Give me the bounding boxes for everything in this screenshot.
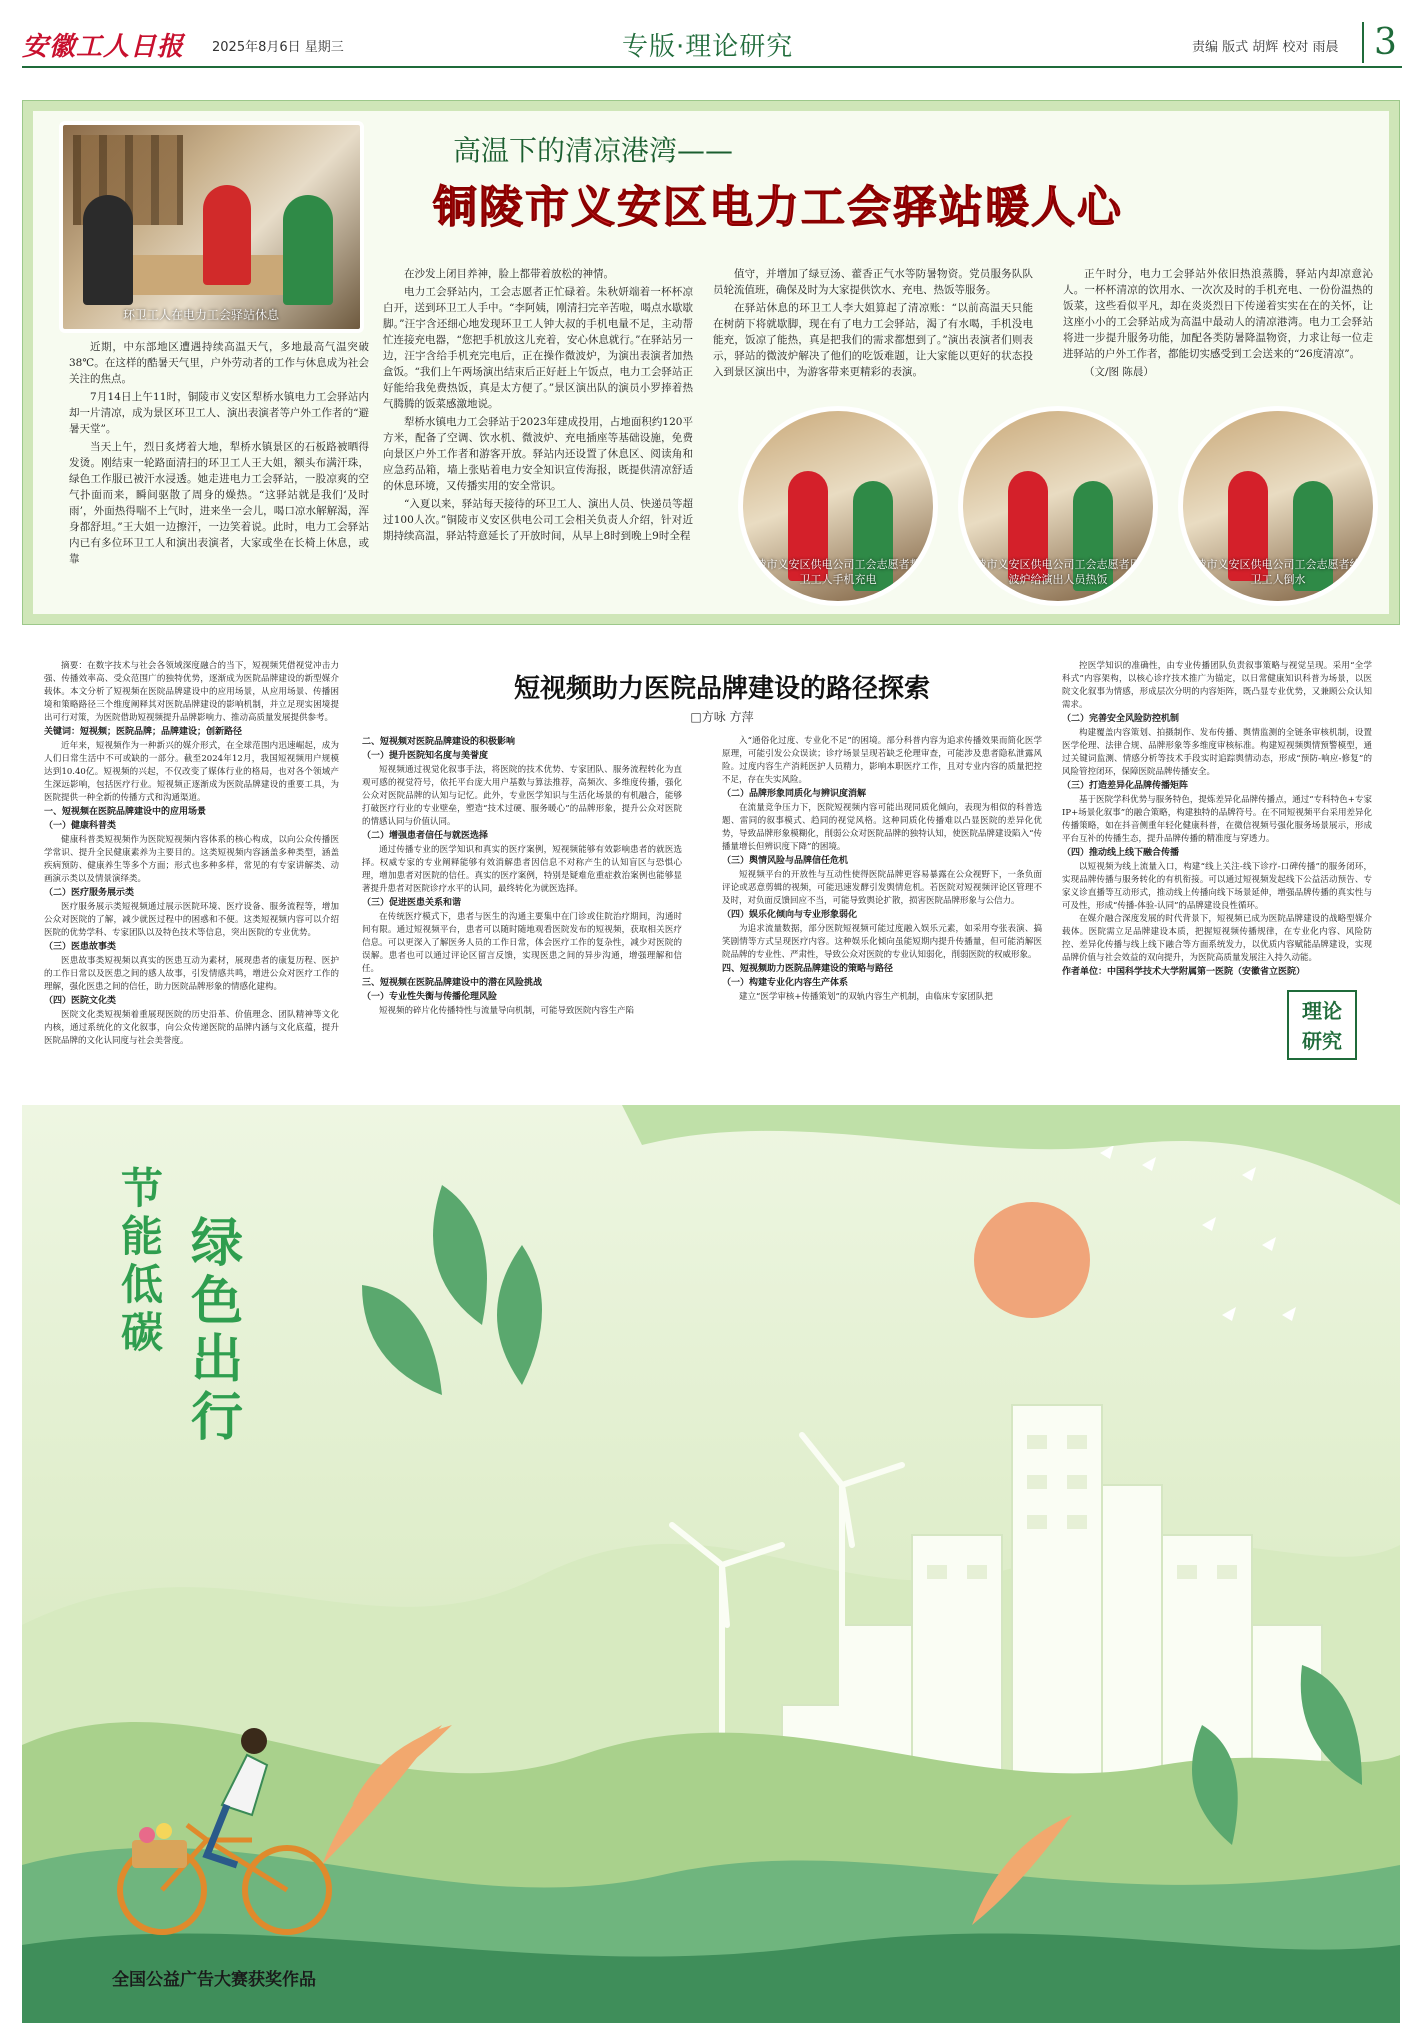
article-column-3 xyxy=(722,735,1042,1004)
main-photo-caption: 环卫工人在电力工会驿站休息 xyxy=(123,308,280,322)
paragraph: 在沙发上闭目养神，脸上都带着放松的神情。 xyxy=(404,268,614,280)
feature-inner xyxy=(33,111,1389,614)
paragraph: 犁桥水镇电力工会驿站于2023年建成投用，占地面积约120平方米，配备了空调、饮水机、微波炉、充电插座等基础设施，免费向景区户外工作者和游客开放。驿站内还设置了休息区、阅读角和应急药品箱，墙上张贴着电力安全知识宣传海报，既提供清凉舒适的休息环境，又传播实用的安全常识。 xyxy=(383,416,693,492)
photo-person xyxy=(203,185,251,285)
photo-person xyxy=(83,195,133,305)
paragraph: 建立“医学审核+传播策划”的双轨内容生产机制，由临床专家团队把 xyxy=(739,992,993,1002)
paragraph: 当天上午，烈日炙烤着大地，犁桥水镇景区的石板路被晒得发烫。刚结束一轮路面清扫的环卫工人王大姐，额头布满汗珠，绿色工作服已被汗水浸透。她走进电力工会驿站，一股凉爽的空气扑面而来，瞬间驱散了周身的燥热。“这驿站就是我们‘及时雨’，外面热得喘不上气时，进来坐一会儿，喝口凉水解解渴，浑身都舒坦。”王大姐一边擦汗，一边笑着说。此时，电力工会驿站内已有多位环卫工人和演出表演者，大家或坐在长椅上休息，或靠 xyxy=(69,441,369,565)
photo-caption-2: 铜陵市义安区供电公司工会志愿者用微波炉给演出人员热饭 xyxy=(964,558,1152,586)
paragraph: 在流量竞争压力下，医院短视频内容可能出现同质化倾向，表现为相似的科普选题、雷同的叙事模式、趋同的视觉风格。这种同质化传播难以凸显医院的差异化优势，导致品牌形象模糊化，削弱公众对医院品牌的独特认知，使医院品牌建设陷入“传播量增长但辨识度下降”的困境。 xyxy=(722,803,1042,852)
paragraph: 摘要：在数字技术与社会各领域深度融合的当下，短视频凭借视觉冲击力强、传播效率高、受众范围广的独特优势，逐渐成为医院品牌建设的新型媒介载体。本文分析了短视频在医院品牌建设中的应用场景，从应用场景、传播困境和策略路径三个维度阐释其对医院品牌建设的影响机制，并立足现实困境提出可行对策，为医院借助短视频提升品牌影响力、推动高质量发展提供参考。 xyxy=(44,661,339,723)
feature-kicker: 高温下的清凉港湾—— xyxy=(453,134,734,167)
paragraph: 在驿站休息的环卫工人李大姐算起了清凉账：“以前高温天只能在树荫下将就歇脚，现在有了电力工会驿站，渴了有水喝，手机没电能充，饭凉了能热，真是把我们的需求都想到了。”演出表演者们则表示，驿站的微波炉解决了他们的吃饭难题，让大家能以更好的状态投入到景区演出中，为游客带来更精彩的表演。 xyxy=(713,302,1033,378)
feature-section xyxy=(22,100,1400,625)
section-heading: （三）促进医患关系和谐 xyxy=(362,898,462,908)
editors-line: 责编 版式 胡辉 校对 雨晨 xyxy=(1192,40,1339,55)
paragraph: “入夏以来，驿站每天接待的环卫工人、演出人员、快递员等超过100人次。”铜陵市义安区供电公司工会相关负责人介绍，针对近期持续高温，驿站特意延长了开放时间，从早上8时到晚上9时全程 xyxy=(383,498,693,542)
poster-caption: 全国公益广告大赛获奖作品 xyxy=(112,1970,316,1990)
paragraph: 医患故事类短视频以真实的医患互动为素材，展现患者的康复历程、医护的工作日常以及医患之间的感人故事，引发情感共鸣，增进公众对医疗工作的理解，强化医患之间的信任，助力医院品牌形象的情感化建构。 xyxy=(44,956,339,992)
article-column-4 xyxy=(1062,660,1372,980)
paragraph: 在传统医疗模式下，患者与医生的沟通主要集中在门诊或住院治疗期间，沟通时间有限。通过短视频平台，患者可以随时随地观看医院发布的短视频，获取相关医疗信息。可以更深入了解医务人员的工作日常，体会医疗工作的复杂性，减少对医院的误解。患者也可以通过评论区留言反馈，实现医患之间的异步沟通，增强理解和信任。 xyxy=(362,912,682,974)
photo-circle-2 xyxy=(958,406,1158,606)
paragraph: 健康科普类短视频作为医院短视频内容体系的核心构成，以向公众传播医学常识、提升全民健康素养为主要目的。这类短视频内容涵盖多种类型，涵盖疾病预防、健康养生等多个方面；形式也多种多样，常见的有专家讲解类、动画演示类以及情景演绎类。 xyxy=(44,835,339,884)
public-service-poster xyxy=(22,1105,1400,2023)
paragraph: 近年来，短视频作为一种新兴的媒介形式，在全球范围内迅速崛起，成为人们日常生活中不可或缺的一部分。截至2024年12月，我国短视频用户规模达到10.40亿。短视频的兴起，不仅改变了媒体行业的格局，也对各个领域产生深远影响，包括医疗行业。短视频正逐渐成为医院品牌建设的重要工具，为医院提供一种全新的传播方式和沟通渠道。 xyxy=(44,741,339,803)
section-heading: （二）增强患者信任与就医选择 xyxy=(362,831,489,841)
paragraph: 医院文化类短视频着重展现医院的历史沿革、价值理念、团队精神等文化内核，通过系统化的文化叙事，向公众传递医院的品牌内涵与文化底蕴，提升医院品牌的文化认同度与社会美誉度。 xyxy=(44,1010,339,1046)
section-heading: 作者单位：中国科学技术大学附属第一医院（安徽省立医院） xyxy=(1062,967,1306,977)
section-heading: （一）构建专业化内容生产体系 xyxy=(722,978,849,988)
paragraph: 短视频平台的开放性与互动性使得医院品牌更容易暴露在公众视野下，一条负面评论或恶意剪辑的视频，可能迅速发酵引发舆情危机。若医院对短视频评论区管理不及时，对负面反馈回应不当，可能导致舆论扩散，损害医院品牌形象与公信力。 xyxy=(722,870,1042,906)
paragraph: 为追求流量数据，部分医院短视频可能过度融入娱乐元素，如采用夸张表演、搞笑剧情等方式呈现医疗内容。这种娱乐化倾向虽能短期内提升传播量，但可能消解医院品牌的专业性、严肃性，导致公众对医院的专业认知弱化，削弱医院的权威形象。 xyxy=(722,924,1042,960)
photo-circle-3 xyxy=(1178,406,1378,606)
article-column-2 xyxy=(362,735,682,1018)
article-title: 短视频助力医院品牌建设的路径探索 xyxy=(513,674,930,704)
photo-caption-3: 铜陵市义安区供电公司工会志愿者给环卫工人倒水 xyxy=(1184,558,1372,586)
section-heading: （四）推动线上线下融合传播 xyxy=(1062,848,1180,858)
paragraph: 在媒介融合深度发展的时代背景下，短视频已成为医院品牌建设的战略型媒介载体。医院需立足品牌建设本质，把握短视频传播规律，在专业化内容、风险防控、差异化传播与线上线下融合等方面系统发力，以优质内容赋能品牌建设，实现品牌价值与社会效益的双向提升，为医院高质量发展注入持久动能。 xyxy=(1062,914,1372,963)
masthead xyxy=(22,22,1402,64)
masthead-rule xyxy=(22,66,1402,68)
page-number: 3 xyxy=(1362,22,1397,63)
sun-icon xyxy=(974,1202,1090,1318)
section-heading: （二）品牌形象同质化与辨识度消解 xyxy=(722,789,867,799)
section-heading: 四、短视频助力医院品牌建设的策略与路径 xyxy=(722,964,894,974)
section-heading: （四）娱乐化倾向与专业形象弱化 xyxy=(722,910,858,920)
paragraph: 构建覆盖内容策划、拍摄制作、发布传播、舆情监测的全链条审核机制，设置医学伦理、法律合规、品牌形象等多维度审核标准。构建短视频舆情预警模型，通过关键词监测、情感分析等技术手段实时追踪舆情动态，形成“预防-响应-修复”的风险管控闭环，保障医院品牌传播安全。 xyxy=(1062,728,1372,777)
section-heading: 三、短视频在医院品牌建设中的潜在风险挑战 xyxy=(362,978,543,988)
paragraph: 入“通俗化过度、专业化不足”的困境。部分科普内容为追求传播效果而简化医学原理，可能引发公众误读；诊疗场景呈现若缺乏伦理审查，可能涉及患者隐私泄露风险。过度内容生产消耗医护人员精力，影响本职医疗工作，且对专业内容的质量把控不足，存在失实风险。 xyxy=(722,736,1042,785)
paragraph: 短视频通过视觉化叙事手法，将医院的技术优势、专家团队、服务流程转化为直观可感的视觉符号，依托平台庞大用户基数与算法推荐，高频次、多维度传播，强化公众对医院品牌的认知与记忆。此外，专业医学知识与生活化场景的有机融合，能够打破医疗行业的专业壁垒，塑造“技术过硬、服务暖心”的品牌形象，提升公众对医院的情感认同与价值认同。 xyxy=(362,765,682,827)
article-section xyxy=(22,640,1400,1090)
section-heading: （一）提升医院知名度与美誉度 xyxy=(362,751,489,761)
stamp-line: 研究 xyxy=(1302,1029,1342,1053)
slogan-energy-saving: 节能低碳 xyxy=(120,1164,163,1357)
paragraph: 以短视频为线上流量入口，构建“线上关注-线下诊疗-口碑传播”的服务闭环，实现品牌传播与服务转化的有机衔接。可以通过短视频发起线下公益活动预告、专家义诊直播等互动形式，推动线上传播向线下场景延伸，增强品牌传播的真实性与可及性，形成“传播-体验-认同”的品牌建设良性循环。 xyxy=(1062,862,1372,911)
feature-column-3 xyxy=(713,266,1033,382)
paragraph: 电力工会驿站内，工会志愿者正忙碌着。朱秋妍端着一杯杯凉白开，送到环卫工人手中。“李阿姨，刚清扫完辛苦啦，喝点水歇歇脚。”汪宇含还细心地发现环卫工人钟大叔的手机电量不足，主动帮忙连接充电器，“您把手机放这儿充着，安心休息就行。”在驿站另一边，汪宇含给手机充完电后，正在操作微波炉，为演出表演者加热盒饭。“我们上午两场演出结束后正好赶上午饭点，电力工会驿站正好能给我免费热饭，真是太方便了。”景区演出队的演员小罗捧着热气腾腾的饭菜感激地说。 xyxy=(383,286,693,410)
feature-column-1 xyxy=(69,339,369,569)
slogan-green-travel: 绿色出行 xyxy=(190,1214,243,1448)
feature-headline: 铜陵市义安区电力工会驿站暖人心 xyxy=(433,182,1123,233)
feature-column-2 xyxy=(383,266,693,546)
section-heading: （一）健康科普类 xyxy=(44,821,117,831)
feature-column-4 xyxy=(1063,266,1373,382)
stamp-line: 理论 xyxy=(1302,999,1342,1023)
issue-date: 2025年8月6日 星期三 xyxy=(212,40,344,55)
section-heading: （四）医院文化类 xyxy=(44,996,117,1006)
article-author: □方咏 方萍 xyxy=(690,710,754,724)
paragraph: 医疗服务展示类短视频通过展示医院环境、医疗设备、服务流程等，增加公众对医院的了解，减少就医过程中的困惑和不便。这类短视频内容可以介绍医院的优势学科、专家团队以及特色技术等信息，突出医院的专业优势。 xyxy=(44,902,339,938)
theory-research-stamp xyxy=(1287,990,1357,1060)
section-heading: （三）打造差异化品牌传播矩阵 xyxy=(1062,781,1189,791)
paragraph: （文/图 陈晨） xyxy=(1084,366,1154,378)
section-heading: （二）完善安全风险防控机制 xyxy=(1062,714,1180,724)
paragraph: 正午时分，电力工会驿站外依旧热浪蒸腾，驿站内却凉意沁人。一杯杯清凉的饮用水、一次次及时的手机充电、一份份温热的饭菜，这些看似平凡，却在炎炎烈日下传递着实实在在的关怀，让这座小小的工会驿站成为高温中最动人的清凉港湾。电力工会驿站将进一步提升服务功能，加配各类防暑降温物资，力求让每一位走进驿站的户外工作者，都能切实感受到工会送来的“26度清凉”。 xyxy=(1063,268,1373,360)
paragraph: 值守，并增加了绿豆汤、藿香正气水等防暑物资。党员服务队队员轮流值班，确保及时为大家提供饮水、充电、热饭等服务。 xyxy=(713,268,1033,296)
section-heading: 关键词：短视频；医院品牌；品牌建设；创新路径 xyxy=(44,727,243,737)
photo-circle-1 xyxy=(738,406,938,606)
paragraph: 7月14日上午11时，铜陵市义安区犁桥水镇电力工会驿站内却一片清凉，成为景区环卫工人、演出表演者等户外工作者的“避暑天堂”。 xyxy=(69,391,369,435)
paragraph: 控医学知识的准确性，由专业传播团队负责叙事策略与视觉呈现。采用“全学科式”内容架构，以核心诊疗技术推广为锚定，以日常健康知识科普为场景，以医院文化叙事为情感，形成层次分明的内容矩阵，既凸显专业优势，又兼顾公众认知需求。 xyxy=(1062,661,1372,710)
paragraph: 短视频的碎片化传播特性与流量导向机制，可能导致医院内容生产陷 xyxy=(379,1006,635,1016)
section-heading: 二、短视频对医院品牌建设的积极影响 xyxy=(362,737,516,747)
section-heading: （一）专业性失衡与传播伦理风险 xyxy=(362,992,498,1002)
photo-person xyxy=(283,195,333,305)
section-heading: （三）医患故事类 xyxy=(44,942,117,952)
newspaper-logo: 安徽工人日报 xyxy=(22,32,185,62)
article-column-1 xyxy=(44,660,339,1048)
section-title: 专版·理论研究 xyxy=(622,32,794,62)
main-photo xyxy=(59,121,364,333)
paragraph: 通过传播专业的医学知识和真实的医疗案例，短视频能够有效影响患者的就医选择。权威专家的专业阐释能够有效消解患者因信息不对称产生的认知盲区与恐惧心理，增加患者对医院的信任。真实的医疗案例，特别是疑难危重症救治案例也能够显著提升患者对医院诊疗水平的认同，最终转化为就医选择。 xyxy=(362,845,682,894)
photo-caption-1: 铜陵市义安区供电公司工会志愿者帮环卫工人手机充电 xyxy=(744,558,932,586)
paragraph: 基于医院学科优势与服务特色，提炼差异化品牌传播点，通过“专科特色+专家IP+场景化叙事”的融合策略，构建独特的品牌符号。在不同短视频平台采用差异化传播策略，如在抖音侧重年轻化健康科普，在微信视频号强化服务场景展示，形成平台互补的传播生态，提升品牌传播的精准度与穿透力。 xyxy=(1062,795,1372,844)
section-heading: （三）舆情风险与品牌信任危机 xyxy=(722,856,849,866)
paragraph: 近期，中东部地区遭遇持续高温天气，多地最高气温突破38℃。在这样的酷暑天气里，户外劳动者的工作与休息成为社会关注的焦点。 xyxy=(69,341,369,385)
section-heading: （二）医疗服务展示类 xyxy=(44,888,135,898)
section-heading: 一、短视频在医院品牌建设中的应用场景 xyxy=(44,807,207,817)
